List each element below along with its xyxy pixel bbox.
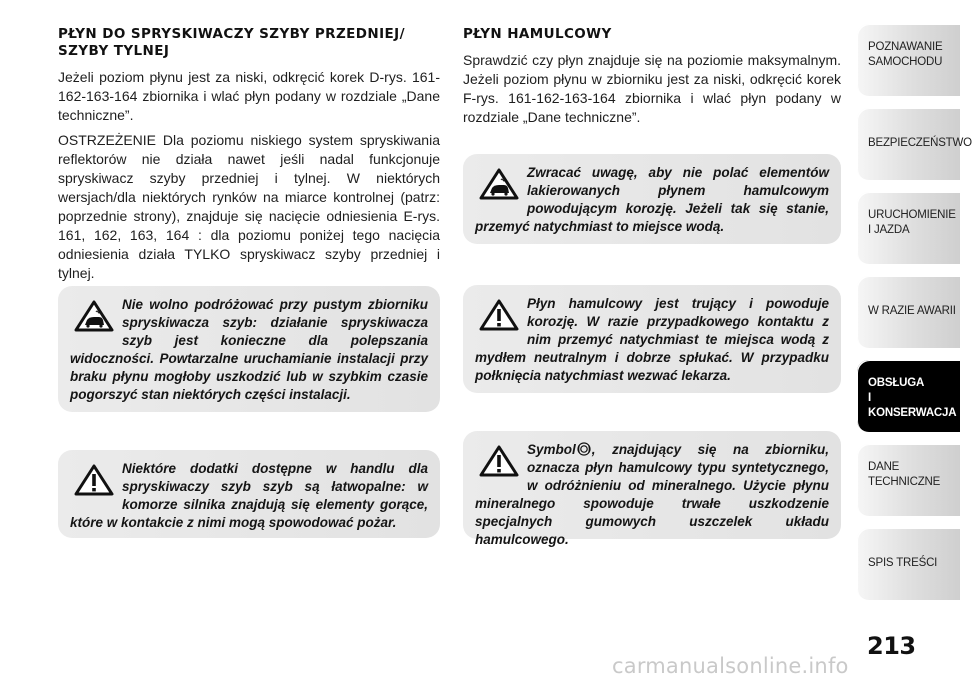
tab-label-line2: TECHNICZNE	[868, 476, 941, 488]
tab-poznawanie-samochodu[interactable]	[857, 24, 960, 96]
tab-w-razie-awarii[interactable]	[857, 276, 960, 348]
warning-box-paint-corrosion	[463, 154, 841, 244]
warning-box-toxic-fluid	[463, 285, 841, 393]
brake-fluid-symbol-icon	[577, 442, 591, 456]
warning-box-flammable-additives	[58, 450, 440, 538]
warning-text-paint-corrosion: Zwracać uwagę, aby nie polać elementów lakierowanych płynem hamulcowym powodującym korozję. Jeżeli tak się stanie, przemyć natychmiast to miejsce wodą.	[475, 165, 829, 234]
page-number: 213	[867, 632, 916, 660]
tab-label-line2: I JAZDA	[868, 224, 910, 236]
tab-label-line1: W RAZIE AWARII	[868, 305, 956, 317]
heading-line-2: SZYBY TYLNEJ	[58, 43, 170, 59]
warning-text-synthetic-fluid	[475, 441, 829, 549]
warning-text-flammable-additives: Niektóre dodatki dostępne w handlu dla spryskiwaczy szyb szyb są łatwopalne: w komorze silnika znajdują się elementy gorące, które w kontakcie z nimi mogą spowodować pożar.	[70, 461, 428, 530]
tab-bezpieczenstwo[interactable]	[857, 108, 972, 180]
warning-box-synthetic-fluid	[463, 431, 841, 547]
watermark: carmanualsonline.info	[612, 654, 849, 678]
tab-label-line1: SPIS TREŚCI	[868, 557, 938, 569]
exclamation-triangle-icon	[74, 464, 114, 496]
tab-spis-tresci[interactable]	[857, 528, 960, 600]
tab-label-line2: SAMOCHODU	[868, 56, 943, 68]
tab-obsluga-i-konserwacja[interactable]	[857, 360, 960, 432]
right-column	[463, 26, 841, 133]
washer-paragraph-2: OSTRZEŻENIE Dla poziomu niskiego system spryskiwania reflektorów nie działa nawet jeśli nadal funkcjonuje spryskiwacz szyby przedniej i tylnej. W niektórych wersjach/dla niektórych rynków na miarce kontrolnej (patrz: poprzednie strony), znajduje się nacięcie odniesienia E-rys. 161, 162, 163, 164 : dla poziomu poniżej tego nacięcia odniesienia działa TYLKO spryskiwacz szyby przedniej i tylnej.	[58, 132, 440, 281]
symbol-label: Symbol	[527, 442, 576, 457]
exclamation-triangle-icon	[479, 299, 519, 331]
warning-text-empty-reservoir: Nie wolno podróżować przy pustym zbiorniku spryskiwacza szyb: działanie spryskiwacza szyb jest konieczne dla polepszania widoczności. Powtarzalne uruchamianie instalacji przy braku płynu mogłoby uszkodzić lub w szybkim czasie pogorszyć stan niektórych części instalacji.	[70, 297, 428, 402]
left-column	[58, 26, 440, 289]
tab-label-line1: DANE	[868, 461, 900, 473]
tab-dane-techniczne[interactable]	[857, 444, 960, 516]
tab-label-line1: OBSŁUGA	[868, 377, 925, 389]
warning-text-toxic-fluid: Płyn hamulcowy jest trujący i powoduje korozję. W razie przypadkowego kontaktu z nim przemyć natychmiast te miejsca wodą z mydłem neutralnym i dobrze spłukać. W przypadku połknięcia natychmiast wezwać lekarza.	[475, 296, 829, 383]
washer-paragraph-1: Jeżeli poziom płynu jest za niski, odkręcić korek D-rys. 161-162-163-164 zbiornika i wlać płyn podany w rozdziale „Dane techniczne”.	[58, 69, 440, 123]
section-heading-washer-fluid	[58, 26, 440, 60]
synthetic-fluid-text: , znajdujący się na zbiorniku, oznacza płyn hamulcowy typu syntetycznego, w odróżnieniu od mineralnego. Użycie płynu mineralnego spowoduje trwałe uszkodzenie specjalnych gumowych uszczelek układu hamulcowego.	[475, 442, 829, 547]
exclamation-triangle-icon	[479, 445, 519, 477]
heading-line-1: PŁYN DO SPRYSKIWACZY SZYBY PRZEDNIEJ/	[58, 26, 405, 42]
tab-label-line2: I KONSERWACJA	[868, 392, 957, 419]
brake-fluid-paragraph: Sprawdzić czy płyn znajduje się na poziomie maksymalnym. Jeżeli poziom płynu w zbiorniku jest za niski, odkręcić korek F-rys. 161-162-163-164 zbiornika i wlać płyn podany w rozdziale „Dane techniczne”.	[463, 52, 841, 125]
section-heading-brake-fluid: PŁYN HAMULCOWY	[463, 26, 612, 42]
tab-label-line1: POZNAWANIE	[868, 41, 943, 53]
car-paint-warning-icon	[74, 300, 114, 332]
chapter-sidebar	[857, 24, 972, 612]
car-paint-warning-icon	[479, 168, 519, 200]
tab-label-line1: URUCHOMIENIE	[868, 209, 956, 221]
warning-box-empty-reservoir	[58, 286, 440, 412]
tab-uruchomienie-i-jazda[interactable]	[857, 192, 960, 264]
tab-label-line1: BEZPIECZEŃSTWO	[868, 137, 972, 149]
